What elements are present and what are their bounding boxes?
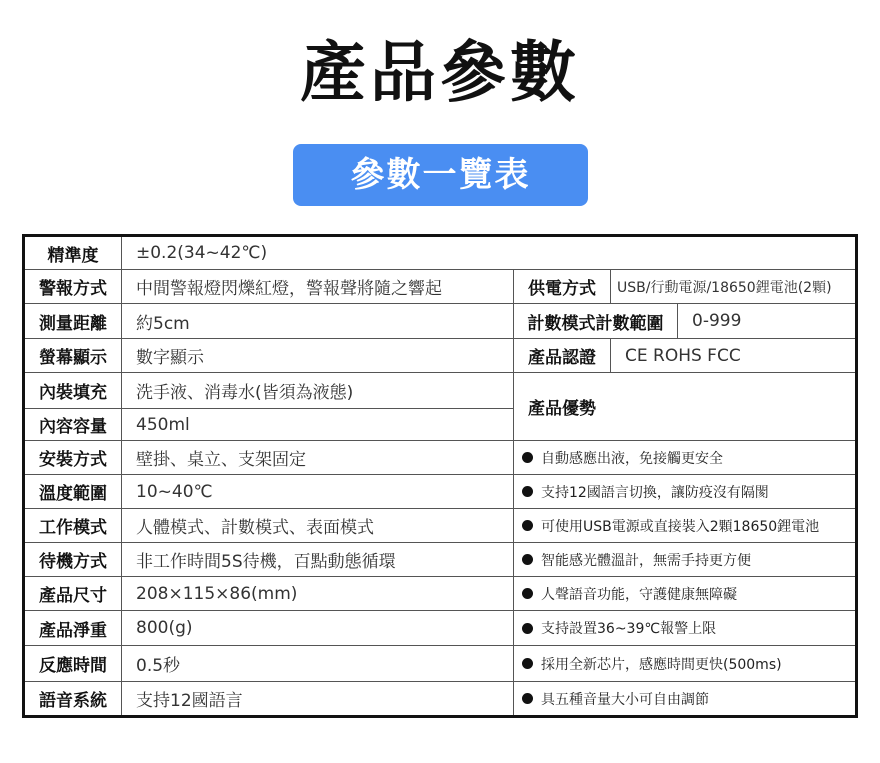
- spec-value: 人體模式、計數模式、表面模式: [122, 509, 514, 543]
- spec-value: 壁掛、桌立、支架固定: [122, 441, 514, 475]
- right-spec-label: 產品認證: [514, 339, 611, 373]
- bullet-dot-icon: [522, 588, 533, 599]
- spec-value: 800(g): [122, 611, 514, 646]
- bullet-dot-icon: [522, 486, 533, 497]
- advantage-item: 支持12國語言切換，讓防疫沒有隔閡: [514, 475, 855, 509]
- spec-label: 警報方式: [25, 270, 122, 304]
- right-spec-value: 0-999: [678, 304, 855, 339]
- spec-label: 待機方式: [25, 543, 122, 577]
- section-badge: 參數一覽表: [293, 144, 588, 206]
- right-spec-value: USB/行動電源/18650鋰電池(2顆): [611, 270, 855, 304]
- advantage-item: 可使用USB電源或直接裝入2顆18650鋰電池: [514, 509, 855, 543]
- advantages-label-text: 產品優勢: [528, 399, 596, 419]
- advantages-label: [514, 373, 855, 441]
- bullet-dot-icon: [522, 658, 533, 669]
- advantage-item: 具五種音量大小可自由調節: [514, 682, 855, 715]
- spec-label: 溫度範圍: [25, 475, 122, 509]
- spec-label: 反應時間: [25, 646, 122, 682]
- advantage-item: 智能感光體溫計，無需手持更方便: [514, 543, 855, 577]
- spec-value: 數字顯示: [122, 339, 514, 373]
- spec-label: 測量距離: [25, 304, 122, 339]
- spec-label: 語音系統: [25, 682, 122, 715]
- right-spec-label: 供電方式: [514, 270, 611, 304]
- right-spec-label: 計數模式計數範圍: [514, 304, 678, 339]
- advantage-item: 人聲語音功能，守護健康無障礙: [514, 577, 855, 611]
- advantage-item: 支持設置36~39℃報警上限: [514, 611, 855, 646]
- spec-label: 內容容量: [25, 409, 122, 441]
- bullet-dot-icon: [522, 554, 533, 565]
- spec-value: 洗手液、消毒水(皆須為液態): [122, 373, 514, 409]
- page-title: 產品參數: [300, 34, 580, 111]
- spec-value: 支持12國語言: [122, 682, 514, 715]
- spec-value: 450ml: [122, 409, 514, 441]
- spec-value: 中間警報燈閃爍紅燈，警報聲將隨之響起: [122, 270, 514, 304]
- spec-value: 10~40℃: [122, 475, 514, 509]
- right-spec-value: CE ROHS FCC: [611, 339, 855, 373]
- spec-label: 工作模式: [25, 509, 122, 543]
- spec-label: 螢幕顯示: [25, 339, 122, 373]
- spec-label: 安裝方式: [25, 441, 122, 475]
- advantage-item: 自動感應出液，免接觸更安全: [514, 441, 855, 475]
- spec-value: ±0.2(34~42℃): [122, 237, 855, 270]
- spec-value: 約5cm: [122, 304, 514, 339]
- spec-value: 非工作時間5S待機，百點動態循環: [122, 543, 514, 577]
- spec-table: [22, 234, 858, 718]
- spec-label: 精準度: [25, 237, 122, 270]
- spec-value: 0.5秒: [122, 646, 514, 682]
- spec-value: 208×115×86(mm): [122, 577, 514, 611]
- advantage-item: 採用全新芯片，感應時間更快(500ms): [514, 646, 855, 682]
- bullet-dot-icon: [522, 520, 533, 531]
- spec-label: 內裝填充: [25, 373, 122, 409]
- bullet-dot-icon: [522, 623, 533, 634]
- bullet-dot-icon: [522, 693, 533, 704]
- spec-label: 產品淨重: [25, 611, 122, 646]
- bullet-dot-icon: [522, 452, 533, 463]
- spec-label: 產品尺寸: [25, 577, 122, 611]
